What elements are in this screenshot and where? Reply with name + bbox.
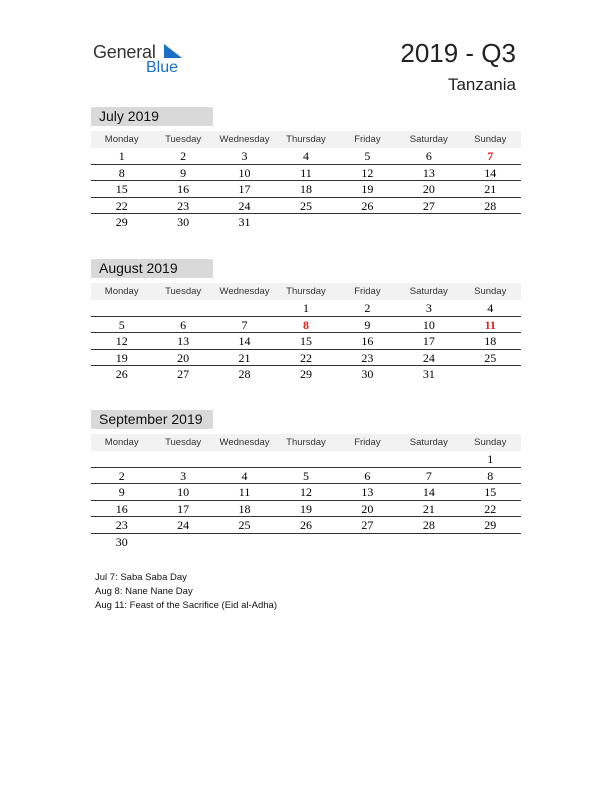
day-cell: 18 xyxy=(238,501,251,516)
empty-day-cell xyxy=(214,300,275,316)
weekday-label: Friday xyxy=(354,286,381,297)
day-cell: 24 xyxy=(177,518,190,532)
day-cell: 9 xyxy=(118,485,125,499)
empty-day-cell xyxy=(275,214,336,231)
day-cell: 31 xyxy=(238,215,251,229)
day-cell: 13 xyxy=(177,334,190,348)
week-row xyxy=(91,333,521,350)
weekday-label: Sunday xyxy=(474,437,507,448)
week-row xyxy=(91,366,521,383)
day-cell: 16 xyxy=(361,334,374,348)
day-cell: 1 xyxy=(302,301,309,315)
day-cell: 21 xyxy=(422,501,435,516)
month-label: August 2019 xyxy=(91,259,213,278)
weekday-label: Friday xyxy=(354,134,381,145)
day-cell: 14 xyxy=(422,485,435,499)
week-row xyxy=(91,517,521,534)
weekday-label: Thursday xyxy=(286,437,326,448)
day-cell: 10 xyxy=(422,317,435,332)
holiday-note: Aug 11: Feast of the Sacrifice (Eid al-Adha) xyxy=(95,600,277,611)
weekday-label: Monday xyxy=(104,286,139,297)
day-cell: 17 xyxy=(238,182,251,196)
day-cell: 25 xyxy=(484,350,497,365)
weekday-header-row xyxy=(91,283,521,300)
day-cell: 25 xyxy=(299,198,312,213)
month-calendar-july xyxy=(91,107,521,231)
weekday-label: Saturday xyxy=(409,134,448,145)
day-cell: 23 xyxy=(361,350,374,365)
day-cell: 14 xyxy=(484,165,497,180)
empty-day-cell xyxy=(152,534,213,551)
day-cell: 27 xyxy=(422,198,435,213)
day-cell: 2 xyxy=(180,149,187,163)
weekday-label: Tuesday xyxy=(165,437,202,448)
day-cell: 5 xyxy=(302,468,309,483)
logo xyxy=(93,40,193,80)
weekday-label: Tuesday xyxy=(165,286,202,297)
week-row xyxy=(91,198,521,215)
day-cell: 10 xyxy=(238,165,251,180)
week-row xyxy=(91,317,521,334)
weekday-label: Friday xyxy=(354,437,381,448)
day-cell: 29 xyxy=(115,215,128,229)
empty-day-cell xyxy=(398,451,459,467)
month-calendar-august xyxy=(91,259,521,383)
weekday-label: Monday xyxy=(104,437,139,448)
day-cell: 4 xyxy=(487,301,494,315)
day-cell: 4 xyxy=(241,468,248,483)
empty-day-cell xyxy=(460,214,521,231)
empty-day-cell xyxy=(152,451,213,467)
day-cell: 19 xyxy=(299,501,312,516)
weekday-label: Wednesday xyxy=(219,134,270,145)
day-cell: 22 xyxy=(299,350,312,365)
empty-day-cell xyxy=(91,451,152,467)
day-cell: 28 xyxy=(238,367,251,381)
day-cell: 13 xyxy=(422,165,435,180)
day-cell: 12 xyxy=(115,334,128,348)
day-cell: 27 xyxy=(177,367,190,381)
day-cell: 23 xyxy=(115,518,128,532)
week-row xyxy=(91,214,521,231)
day-cell: 15 xyxy=(115,182,128,196)
week-row xyxy=(91,501,521,518)
day-cell: 5 xyxy=(364,149,371,163)
day-cell: 16 xyxy=(115,501,128,516)
month-label: July 2019 xyxy=(91,107,213,126)
day-cell: 9 xyxy=(364,317,371,332)
day-cell: 30 xyxy=(361,367,374,381)
weekday-header-row xyxy=(91,434,521,451)
week-row xyxy=(91,468,521,485)
day-cell: 30 xyxy=(177,215,190,229)
day-cell: 1 xyxy=(118,149,125,163)
day-cell: 4 xyxy=(302,149,309,163)
page-title: 2019 - Q3 xyxy=(400,38,516,68)
month-label: September 2019 xyxy=(91,410,213,429)
holiday-note: Aug 8: Nane Nane Day xyxy=(95,586,193,597)
day-cell: 12 xyxy=(299,485,312,499)
logo-triangle-icon xyxy=(164,44,182,58)
day-cell: 7 xyxy=(241,317,248,332)
day-cell: 12 xyxy=(361,165,374,180)
empty-day-cell xyxy=(398,214,459,231)
day-cell: 19 xyxy=(361,182,374,196)
day-cell: 29 xyxy=(484,518,497,532)
week-row xyxy=(91,181,521,198)
day-cell: 26 xyxy=(115,367,128,381)
day-cell: 18 xyxy=(299,182,312,196)
day-cell: 8 xyxy=(302,317,309,332)
holiday-notes xyxy=(95,571,277,613)
empty-day-cell xyxy=(460,366,521,383)
day-cell: 7 xyxy=(425,468,432,483)
week-row xyxy=(91,451,521,468)
day-cell: 20 xyxy=(177,350,190,365)
day-cell: 8 xyxy=(118,165,125,180)
day-cell: 20 xyxy=(422,182,435,196)
week-row xyxy=(91,300,521,317)
day-cell: 17 xyxy=(422,334,435,348)
week-row xyxy=(91,165,521,182)
day-cell: 31 xyxy=(422,367,435,381)
week-row xyxy=(91,484,521,501)
day-cell: 21 xyxy=(238,350,251,365)
weekday-label: Monday xyxy=(104,134,139,145)
day-cell: 8 xyxy=(487,468,494,483)
empty-day-cell xyxy=(152,300,213,316)
day-cell: 10 xyxy=(177,485,190,499)
day-cell: 29 xyxy=(299,367,312,381)
day-cell: 30 xyxy=(115,534,128,549)
weekday-header-row xyxy=(91,131,521,148)
weekday-label: Saturday xyxy=(409,437,448,448)
weekday-label: Wednesday xyxy=(219,437,270,448)
day-cell: 27 xyxy=(361,518,374,532)
week-row xyxy=(91,534,521,551)
day-cell: 18 xyxy=(484,334,497,348)
day-cell: 3 xyxy=(180,468,187,483)
day-cell: 16 xyxy=(177,182,190,196)
day-cell: 25 xyxy=(238,518,251,532)
day-cell: 20 xyxy=(361,501,374,516)
weekday-label: Thursday xyxy=(286,134,326,145)
empty-day-cell xyxy=(337,451,398,467)
week-row xyxy=(91,148,521,165)
empty-day-cell xyxy=(460,534,521,551)
weekday-label: Sunday xyxy=(474,286,507,297)
empty-day-cell xyxy=(275,534,336,551)
day-cell: 26 xyxy=(299,518,312,532)
day-cell: 15 xyxy=(299,334,312,348)
day-cell: 1 xyxy=(487,452,494,466)
logo-blue-text: Blue xyxy=(146,59,179,76)
day-cell: 24 xyxy=(238,198,251,213)
day-cell: 26 xyxy=(361,198,374,213)
day-cell: 2 xyxy=(118,468,125,483)
week-row xyxy=(91,350,521,367)
day-cell: 11 xyxy=(484,317,496,332)
day-cell: 11 xyxy=(300,165,312,180)
day-cell: 5 xyxy=(118,317,125,332)
empty-day-cell xyxy=(91,300,152,316)
day-cell: 21 xyxy=(484,182,497,196)
day-cell: 17 xyxy=(177,501,190,516)
day-cell: 6 xyxy=(180,317,187,332)
day-cell: 2 xyxy=(364,301,371,315)
weekday-label: Sunday xyxy=(474,134,507,145)
day-cell: 6 xyxy=(425,149,432,163)
day-cell: 28 xyxy=(484,198,497,213)
month-calendar-september xyxy=(91,410,521,550)
empty-day-cell xyxy=(337,534,398,551)
day-cell: 14 xyxy=(238,334,251,348)
empty-day-cell xyxy=(214,451,275,467)
weekday-label: Thursday xyxy=(286,286,326,297)
empty-day-cell xyxy=(275,451,336,467)
day-cell: 24 xyxy=(422,350,435,365)
empty-day-cell xyxy=(337,214,398,231)
weekday-label: Saturday xyxy=(409,286,448,297)
weekday-label: Tuesday xyxy=(165,134,202,145)
empty-day-cell xyxy=(398,534,459,551)
day-cell: 6 xyxy=(364,468,371,483)
day-cell: 28 xyxy=(422,518,435,532)
holiday-note: Jul 7: Saba Saba Day xyxy=(95,572,187,583)
day-cell: 11 xyxy=(238,485,251,499)
day-cell: 15 xyxy=(484,485,497,499)
day-cell: 22 xyxy=(484,501,497,516)
logo-general-text: General xyxy=(93,42,156,62)
day-cell: 3 xyxy=(425,301,432,315)
day-cell: 13 xyxy=(361,485,374,499)
day-cell: 22 xyxy=(115,198,128,213)
empty-day-cell xyxy=(214,534,275,551)
day-cell: 23 xyxy=(177,198,190,213)
day-cell: 19 xyxy=(115,350,128,365)
day-cell: 7 xyxy=(487,149,494,163)
day-cell: 3 xyxy=(241,149,248,163)
country-name: Tanzania xyxy=(447,75,516,94)
weekday-label: Wednesday xyxy=(219,286,270,297)
day-cell: 9 xyxy=(180,165,187,180)
